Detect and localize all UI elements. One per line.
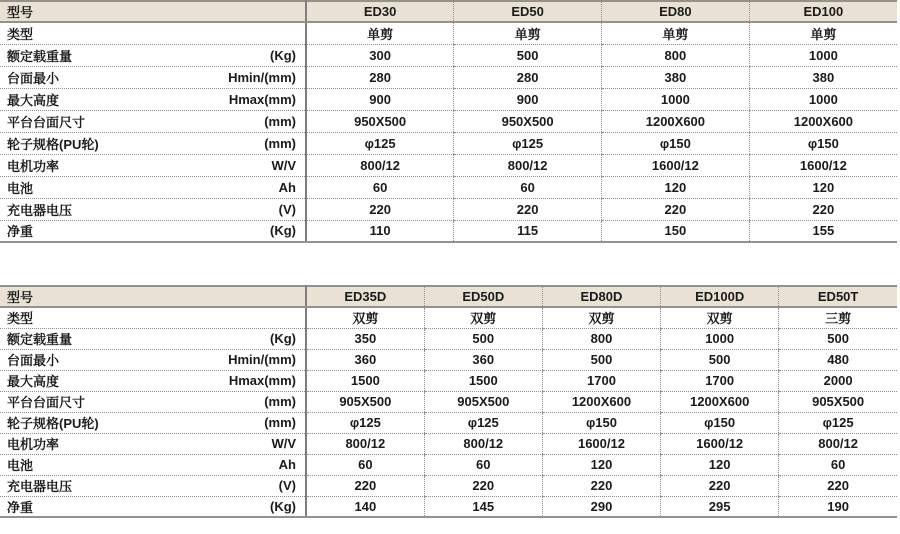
row-label-cell [0,66,306,88]
row-label-cell [0,44,306,66]
table-row [0,475,897,496]
row-unit: (Kg) [270,331,296,346]
row-label: 额定载重量 [7,48,73,64]
table-row [0,88,897,110]
row-unit: Ah [278,179,296,195]
spec-value-cell: 500 [542,349,660,370]
spec-value-cell: 1000 [749,44,897,66]
row-label-cell [0,475,306,496]
model-header-cell: ED80 [602,1,750,22]
model-header-row [0,286,897,307]
spec-value-cell: 1000 [661,328,779,349]
spec-value-cell: 800/12 [454,154,602,176]
spec-value-cell: 双剪 [661,307,779,328]
spec-value-cell: 1000 [749,88,897,110]
row-label-cell [0,110,306,132]
table-row [0,22,897,44]
spec-value-cell: 800/12 [424,433,542,454]
row-label-cell [0,328,306,349]
spec-value-cell: 三剪 [779,307,897,328]
row-unit: (Kg) [270,223,296,239]
row-label: 轮子规格(PU轮) [7,416,99,431]
spec-value-cell: 单剪 [602,22,750,44]
table-row [0,496,897,517]
row-label: 净重 [7,224,34,240]
spec-value-cell: 1700 [661,370,779,391]
row-label: 台面最小 [7,353,60,368]
model-header-cell: ED50D [424,286,542,307]
spec-value-cell: 60 [454,176,602,198]
row-label-cell [0,198,306,220]
spec-value-cell: 380 [602,66,750,88]
spec-value-cell: 155 [749,220,897,242]
spec-value-cell: 950X500 [306,110,454,132]
model-header-cell: ED100 [749,1,897,22]
row-label: 额定载重量 [7,332,73,347]
row-label: 类型 [7,311,34,327]
model-header-cell: ED35D [306,286,424,307]
row-label-cell [0,433,306,454]
row-unit: Ah [278,457,296,472]
row-label-cell [0,154,306,176]
spec-value-cell: 220 [749,198,897,220]
spec-value-cell: 360 [424,349,542,370]
spec-value-cell: 220 [306,475,424,496]
row-unit: Hmax(mm) [228,91,296,107]
row-label-cell [0,454,306,475]
spec-value-cell: 900 [454,88,602,110]
row-label-cell [0,307,306,328]
spec-value-cell: 单剪 [749,22,897,44]
spec-value-cell: 1000 [602,88,750,110]
row-label: 台面最小 [7,70,60,86]
row-label: 电机功率 [7,158,60,174]
table-row [0,66,897,88]
table-row [0,198,897,220]
spec-value-cell: 1500 [306,370,424,391]
spec-value-cell: 300 [306,44,454,66]
row-label-cell [0,22,306,44]
row-unit: Hmin/(mm) [228,352,296,367]
row-label-cell [0,132,306,154]
row-unit: (Kg) [270,498,296,514]
spec-value-cell: 单剪 [306,22,454,44]
row-unit: Hmin/(mm) [228,69,296,85]
table-row [0,370,897,391]
row-unit: (mm) [264,415,296,430]
spec-value-cell: 双剪 [542,307,660,328]
model-header-cell: ED50T [779,286,897,307]
row-label-cell [0,88,306,110]
row-unit: W/V [271,157,296,173]
row-unit: (V) [278,201,296,217]
spec-value-cell: φ150 [542,412,660,433]
row-label: 轮子规格(PU轮) [7,136,99,152]
spec-value-cell: 905X500 [779,391,897,412]
spec-value-cell: 500 [661,349,779,370]
table-row [0,391,897,412]
spec-value-cell: 145 [424,496,542,517]
spec-value-cell: 905X500 [424,391,542,412]
row-label-cell [0,496,306,517]
spec-value-cell: 1700 [542,370,660,391]
spec-value-cell: 800/12 [779,433,897,454]
spec-value-cell: 1500 [424,370,542,391]
row-label: 充电器电压 [7,202,73,218]
row-label-cell [0,412,306,433]
spec-value-cell: 150 [602,220,750,242]
spec-value-cell: 220 [602,198,750,220]
spec-value-cell: 220 [661,475,779,496]
spec-value-cell: 280 [454,66,602,88]
table-row [0,412,897,433]
table-row [0,176,897,198]
spec-value-cell: 120 [749,176,897,198]
spec-value-cell: 1600/12 [542,433,660,454]
spec-value-cell: 220 [542,475,660,496]
row-label-cell [0,370,306,391]
spec-value-cell: 60 [306,176,454,198]
row-label: 最大高度 [7,92,60,108]
table-row [0,349,897,370]
spec-value-cell: 2000 [779,370,897,391]
row-unit: (Kg) [270,47,296,63]
row-label: 型号 [7,290,34,305]
spec-value-cell: 1200X600 [602,110,750,132]
spec-value-cell: 290 [542,496,660,517]
spec-value-cell: 220 [424,475,542,496]
spec-value-cell: 500 [454,44,602,66]
table-row [0,110,897,132]
spec-value-cell: 120 [542,454,660,475]
spec-value-cell: 60 [779,454,897,475]
row-label-cell [0,220,306,242]
model-header-cell: ED100D [661,286,779,307]
spec-value-cell: 1200X600 [542,391,660,412]
spec-value-cell: 双剪 [424,307,542,328]
model-header-row [0,1,897,22]
spec-value-cell: 350 [306,328,424,349]
spec-value-cell: 380 [749,66,897,88]
spec-value-cell: 110 [306,220,454,242]
row-label: 最大高度 [7,374,60,389]
model-header-cell: ED50 [454,1,602,22]
row-label: 电机功率 [7,437,60,452]
spec-table-single-scissor [0,0,897,243]
spec-value-cell: 120 [602,176,750,198]
row-label: 平台台面尺寸 [7,114,86,130]
spec-value-cell: 140 [306,496,424,517]
spec-value-cell: 900 [306,88,454,110]
row-label: 电池 [7,458,34,473]
table-row [0,433,897,454]
spec-value-cell: 500 [424,328,542,349]
spec-value-cell: 800 [602,44,750,66]
row-label: 净重 [7,499,34,515]
spec-value-cell: 60 [306,454,424,475]
row-unit: W/V [271,436,296,451]
spec-value-cell: 1600/12 [749,154,897,176]
model-header-cell: ED80D [542,286,660,307]
spec-value-cell: 800/12 [306,154,454,176]
spec-value-cell: 190 [779,496,897,517]
row-label: 型号 [7,5,34,20]
row-label-cell [0,349,306,370]
row-label-cell [0,391,306,412]
spec-value-cell: 单剪 [454,22,602,44]
row-unit: (mm) [264,394,296,409]
spec-value-cell: 280 [306,66,454,88]
spec-value-cell: 60 [424,454,542,475]
spec-value-cell: 115 [454,220,602,242]
spec-value-cell: 800 [542,328,660,349]
table-row [0,454,897,475]
spec-value-cell: 295 [661,496,779,517]
spec-value-cell: 500 [779,328,897,349]
spec-value-cell: φ125 [779,412,897,433]
table-row [0,154,897,176]
row-unit: (mm) [264,135,296,151]
row-unit: (mm) [264,113,296,129]
spec-value-cell: 1600/12 [661,433,779,454]
spec-value-cell: 480 [779,349,897,370]
spec-value-cell: 1200X600 [749,110,897,132]
table-row [0,328,897,349]
table-row [0,44,897,66]
row-label-cell [0,1,306,22]
spec-value-cell: φ125 [424,412,542,433]
row-label: 电池 [7,180,34,196]
model-header-cell: ED30 [306,1,454,22]
table-row [0,307,897,328]
spec-value-cell: φ150 [661,412,779,433]
table-row [0,220,897,242]
spec-value-cell: φ125 [306,132,454,154]
spec-value-cell: 220 [306,198,454,220]
row-label: 类型 [7,26,34,42]
row-label-cell [0,176,306,198]
spec-value-cell: 1600/12 [602,154,750,176]
spec-value-cell: φ150 [602,132,750,154]
spec-value-cell: 双剪 [306,307,424,328]
spec-value-cell: 360 [306,349,424,370]
row-unit: Hmax(mm) [228,373,296,388]
spec-value-cell: 220 [454,198,602,220]
row-label: 充电器电压 [7,479,73,494]
spec-value-cell: 120 [661,454,779,475]
spec-value-cell: 950X500 [454,110,602,132]
row-label: 平台台面尺寸 [7,395,86,410]
table-row [0,132,897,154]
spec-value-cell: φ150 [749,132,897,154]
row-unit: (V) [278,478,296,493]
spec-table-double-scissor [0,285,897,518]
spec-value-cell: 800/12 [306,433,424,454]
spec-value-cell: 220 [779,475,897,496]
row-label-cell [0,286,306,307]
spec-value-cell: φ125 [306,412,424,433]
spec-value-cell: 1200X600 [661,391,779,412]
spec-value-cell: 905X500 [306,391,424,412]
spec-value-cell: φ125 [454,132,602,154]
